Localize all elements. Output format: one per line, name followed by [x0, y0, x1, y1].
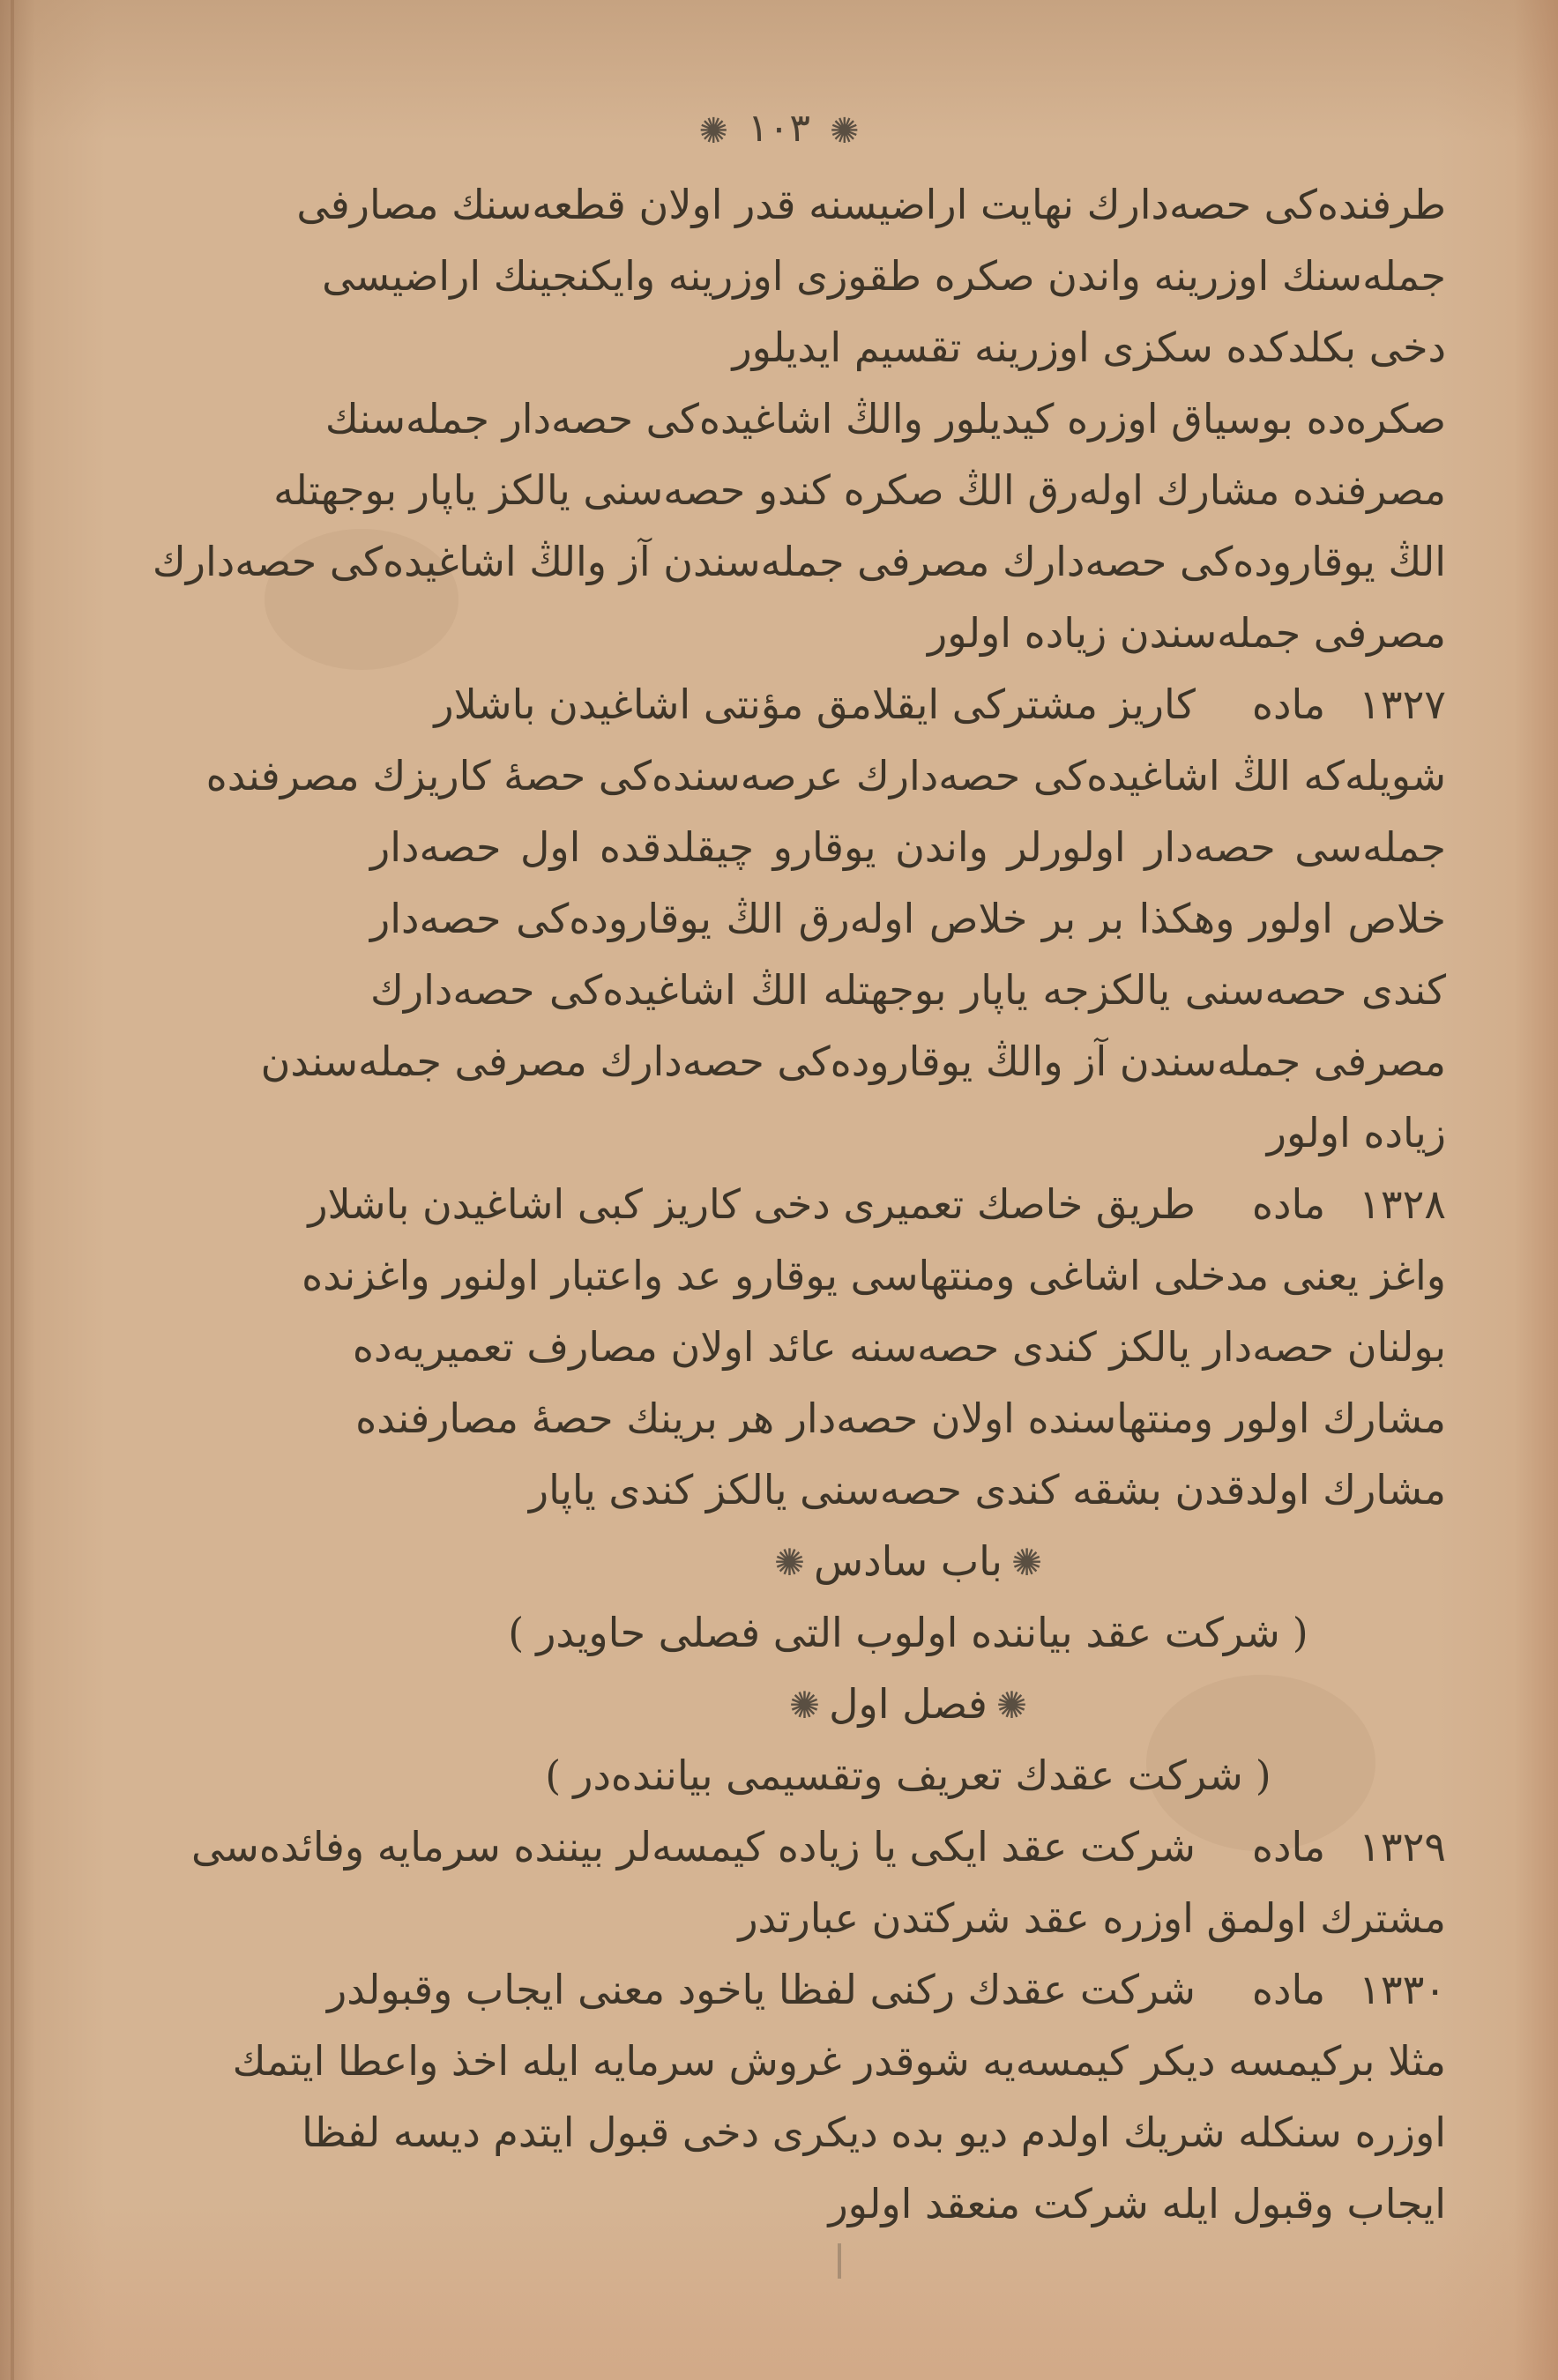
text-line: دخی بکلدکده سکزی اوزرینه تقسیم ایدیلور [732, 324, 1446, 371]
text-line: اوزره سنکله شریك اولدم دیو بده دیکری دخی قبول ایتدم دیسه لفظا [302, 2109, 1446, 2156]
text-line: مشارك اولدقدن بشقه کندی حصه‌سنی یالکز کندی یاپار [528, 1466, 1446, 1514]
text-line: مشارك اولور ومنتهاسنده اولان حصه‌دار هر برینك حصهٔ مصارفنده [355, 1395, 1446, 1442]
article-heading-text: طریق خاصك تعمیری دخی کاریز کبی اشاغیدن باشلار [308, 1180, 1196, 1228]
chapter-subtitle: (شرکت عقد بیاننده اولوب التی فصلی حاویدر) [508, 1609, 1308, 1656]
article-heading-text: شرکت عقد ایکی یا زیاده کیمسه‌لر بیننده سرمایه وفائده‌سی [190, 1823, 1196, 1871]
text-line: بولنان حصه‌دار یالکز کندی حصه‌سنه عائد اولان مصارف تعمیریه‌ده [352, 1323, 1446, 1371]
text-line: ایجاب وقبول ایله شرکت منعقد اولور [828, 2180, 1446, 2228]
text-line: مصرفی جمله‌سندن زیاده اولور [928, 609, 1446, 657]
chapter-title-text: باب سادس [814, 1537, 1003, 1585]
article-label: ماده [1251, 1966, 1326, 2013]
ornament-icon: ✺ [788, 1684, 821, 1727]
article-label: ماده [1251, 1180, 1326, 1228]
article-number: ١٣٢٨ [1359, 1180, 1446, 1228]
ornament-icon: ✺ [995, 1684, 1028, 1727]
ornament-icon: ✺ [1010, 1541, 1043, 1584]
section-title [370, 1669, 1446, 1740]
section-subtitle-text: شرکت عقدك تعریف وتقسیمی بیاننده‌در [573, 1752, 1243, 1799]
text-line: مصرفنده مشارك اوله‌رق الڭ صکره کندو حصه‌سنی یالکز یاپار بوجهتله [273, 466, 1446, 514]
text-line: الڭ یوقارو‌ده‌کی حصه‌دارك مصرفی جمله‌سندن آز والڭ اشاغیده‌کی حصه‌دارك [152, 538, 1446, 585]
article-heading-text: کاریز مشترکی ایقلامق مؤنتی اشاغیدن باشلار [434, 681, 1196, 728]
article-heading-1330 [327, 1954, 1446, 2026]
page-spine-shadow [11, 0, 14, 2380]
article-heading-1329 [190, 1811, 1446, 1883]
chapter-title [370, 1526, 1446, 1597]
text-line: شویله‌که الڭ اشاغیده‌کی حصه‌دارك عرصه‌سنده‌کی حصهٔ کاریزك مصرفنده [205, 752, 1446, 800]
article-heading-text: شرکت عقدك رکنی لفظا یاخود معنی ایجاب وقبولدر [327, 1966, 1196, 2013]
article-heading-1328 [308, 1169, 1446, 1240]
text-line: زیاده اولور [1266, 1109, 1446, 1157]
page-body [152, 169, 1446, 2240]
ornament-icon: ✺ [698, 110, 729, 152]
text-line: مثلا برکیمسه دیکر کیمسه‌یه شوقدر غروش سرمایه ایله اخذ واعطا ایتمك [232, 2037, 1446, 2085]
ornament-icon: ✺ [829, 110, 860, 152]
article-label: ماده [1251, 1823, 1326, 1871]
ornament-icon: ✺ [773, 1541, 806, 1584]
text-line: خلاص اولور وهکذا بر بر خلاص اوله‌رق الڭ یوقارو‌ده‌کی حصه‌دار [370, 895, 1446, 942]
text-line: صکره‌ده بوسیاق اوزره کیدیلور والڭ اشاغیده‌کی حصه‌دار جمله‌سنك [324, 395, 1446, 443]
article-label: ماده [1251, 681, 1326, 728]
text-line: جمله‌سی حصه‌دار اولورلر واندن یوقارو چیقلدقده اول حصه‌دار [370, 823, 1446, 871]
text-line: مصرفی جمله‌سندن آز والڭ یوقارو‌ده‌کی حصه‌دارك مصرفی جمله‌سندن [260, 1038, 1446, 1085]
article-number: ١٣٢٧ [1359, 681, 1446, 728]
text-line: جمله‌سنك اوزرینه واندن صکره طقوزی اوزرینه وایکنجینك اراضیسی [322, 252, 1446, 300]
article-number: ١٣٣٠ [1359, 1966, 1446, 2013]
text-line: مشترك اولمق اوزره عقد شرکتدن عبارتدر [738, 1894, 1446, 1942]
text-line: واغز یعنی مدخلی اشاغی ومنتهاسی یوقارو عد واعتبار اولنور واغزنده [302, 1252, 1446, 1299]
text-line: طرفنده‌کی حصه‌دارك نهایت اراضیسنه قدر اولان قطعه‌سنك مصارفی [296, 181, 1446, 228]
page-number: ١٠٣ [748, 106, 810, 151]
ink-mark [838, 2243, 841, 2279]
section-subtitle: (شرکت عقدك تعریف وتقسیمی بیاننده‌در) [545, 1752, 1271, 1799]
text-line: کندی حصه‌سنی یالکزجه یاپار بوجهتله الڭ اشاغیده‌کی حصه‌دارك [370, 966, 1446, 1014]
article-heading-1327 [370, 669, 1446, 740]
article-number: ١٣٢٩ [1359, 1823, 1446, 1871]
section-title-text: فصل اول [829, 1680, 988, 1728]
chapter-subtitle-text: شرکت عقد بیاننده اولوب التی فصلی حاویدر [536, 1609, 1280, 1656]
page-header [0, 106, 1558, 152]
